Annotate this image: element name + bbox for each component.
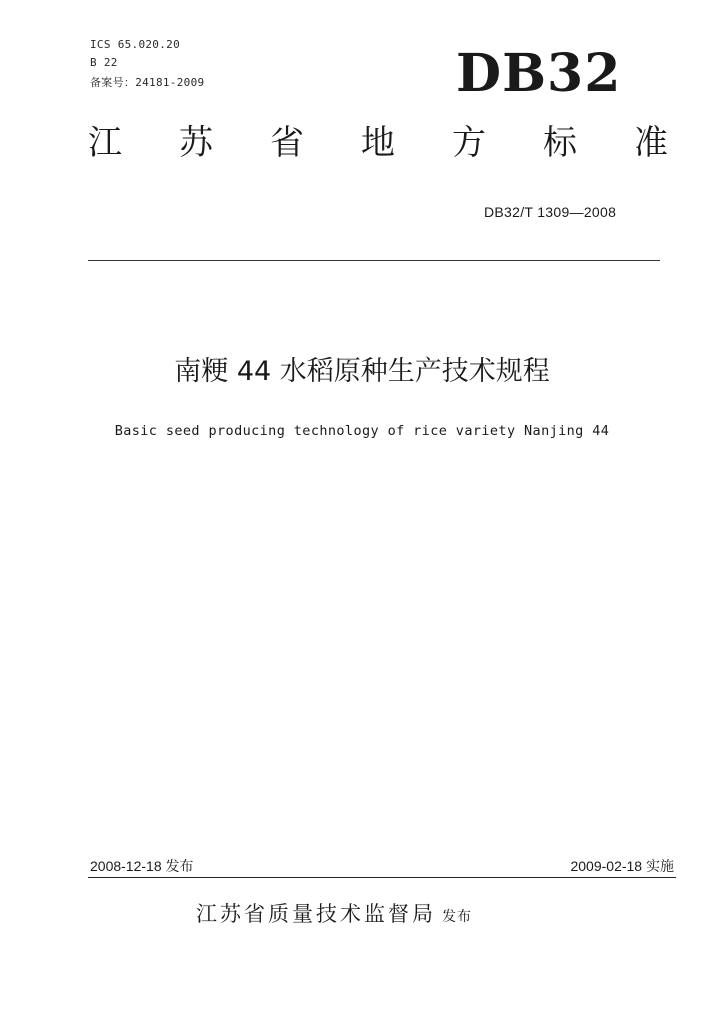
- standard-type-char: 准: [634, 123, 668, 163]
- standard-type-char: 苏: [179, 123, 213, 163]
- standard-code-mark: DB32: [456, 43, 622, 104]
- standard-number: DB32/T 1309—2008: [484, 204, 617, 220]
- title-english: Basic seed producing technology of rice variety Nanjing 44: [114, 423, 610, 439]
- header-divider: [88, 260, 660, 261]
- standard-type-heading: [88, 123, 668, 163]
- implementation-date: 2009-02-18 实施: [570, 858, 674, 874]
- issuer-name: 江苏省质量技术监督局: [196, 902, 436, 926]
- standard-type-char: 江: [88, 123, 122, 163]
- standard-type-char: 地: [361, 123, 395, 163]
- issue-date: 2008-12-18 发布: [90, 858, 194, 874]
- standard-type-char: 标: [543, 123, 577, 163]
- issuer-suffix: 发布: [442, 909, 472, 925]
- issuer-line: [196, 898, 472, 928]
- footer-divider: [88, 877, 676, 878]
- title-chinese: 南粳 44 水稻原种生产技术规程: [174, 356, 550, 387]
- ics-code: ICS 65.020.20: [90, 38, 180, 51]
- record-number: 备案号：24181-2009: [90, 76, 205, 89]
- classification-code: B 22: [90, 56, 118, 69]
- standard-type-char: 省: [270, 123, 304, 163]
- standard-type-char: 方: [452, 123, 486, 163]
